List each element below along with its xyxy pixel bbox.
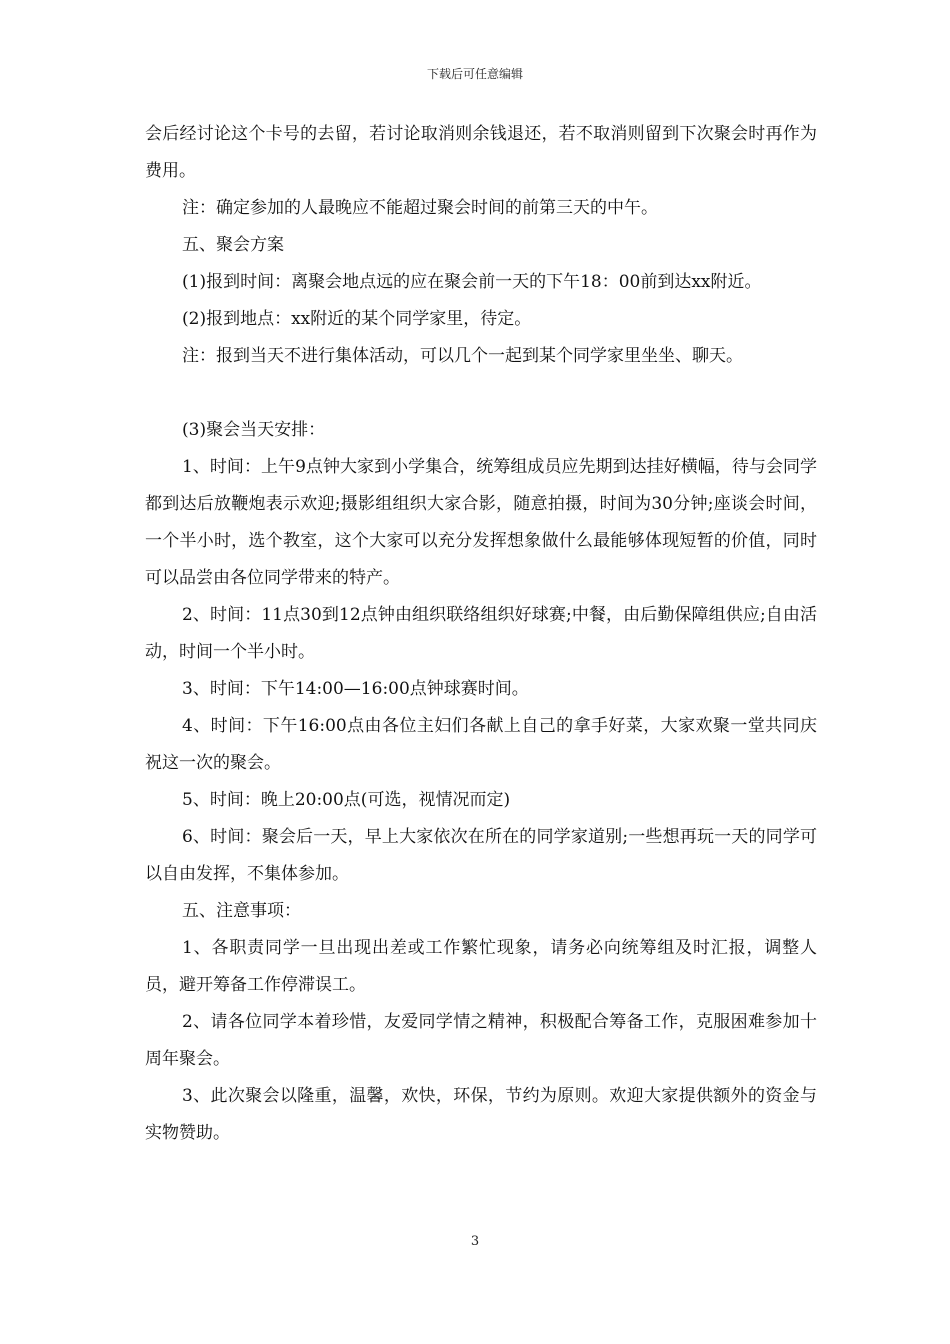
paragraph-schedule-item-3: 3、时间：下午14:00—16:00点钟球赛时间。: [182, 679, 529, 699]
paragraph-fund-card-decision: 会后经讨论这个卡号的去留，若讨论取消则余钱退还，若不取消则留到下次聚会时再作为费用。: [145, 124, 817, 181]
paragraph-schedule-item-4: 4、时间：下午16:00点由各位主妇们各献上自己的拿手好菜，大家欢聚一堂共同庆祝这一次的聚会。: [145, 716, 817, 773]
paragraph-note-item-3: 3、此次聚会以隆重，温馨，欢快，环保，节约为原则。欢迎大家提供额外的资金与实物赞助。: [145, 1086, 817, 1143]
paragraph-day-schedule-heading: (3)聚会当天安排：: [182, 420, 326, 440]
paragraph-schedule-item-2: 2、时间：11点30到12点钟由组织联络组织好球赛;中餐，由后勤保障组供应;自由活动，时间一个半小时。: [145, 605, 817, 662]
paragraph-note-deadline: 注：确定参加的人最晚应不能超过聚会时间的前第三天的中午。: [182, 198, 658, 218]
paragraph-note-item-2: 2、请各位同学本着珍惜，友爱同学情之精神，积极配合筹备工作，克服困难参加十周年聚会。: [145, 1012, 817, 1069]
page-number: 3: [470, 1234, 480, 1249]
paragraph-check-in-location: (2)报到地点：xx附近的某个同学家里，待定。: [182, 309, 532, 329]
section-heading-notes: 五、注意事项：: [182, 901, 301, 921]
paragraph-note-check-in-day: 注：报到当天不进行集体活动，可以几个一起到某个同学家里坐坐、聊天。: [182, 346, 743, 366]
document-body: [145, 116, 817, 1152]
section-heading-plan: 五、聚会方案: [182, 235, 284, 255]
paragraph-note-item-1: 1、各职责同学一旦出现出差或工作繁忙现象，请务必向统筹组及时汇报，调整人员，避开筹备工作停滞误工。: [145, 938, 817, 995]
paragraph-schedule-item-6: 6、时间：聚会后一天，早上大家依次在所在的同学家道别;一些想再玩一天的同学可以自由发挥，不集体参加。: [145, 827, 817, 884]
page-header: 下载后可任意编辑: [426, 67, 523, 81]
paragraph-check-in-time: (1)报到时间：离聚会地点远的应在聚会前一天的下午18：00前到达xx附近。: [182, 272, 762, 292]
blank-line: [145, 375, 817, 412]
paragraph-schedule-item-1: 1、时间：上午9点钟大家到小学集合，统筹组成员应先期到达挂好横幅，待与会同学都到达后放鞭炮表示欢迎;摄影组组织大家合影，随意拍摄，时间为30分钟;座谈会时间，一个半小时，选个教室，这个大家可以充分发挥想象做什么最能够体现短暂的价值，同时可以品尝由各位同学带来的特产。: [145, 457, 817, 588]
paragraph-schedule-item-5: 5、时间：晚上20:00点(可选，视情况而定): [182, 790, 511, 810]
